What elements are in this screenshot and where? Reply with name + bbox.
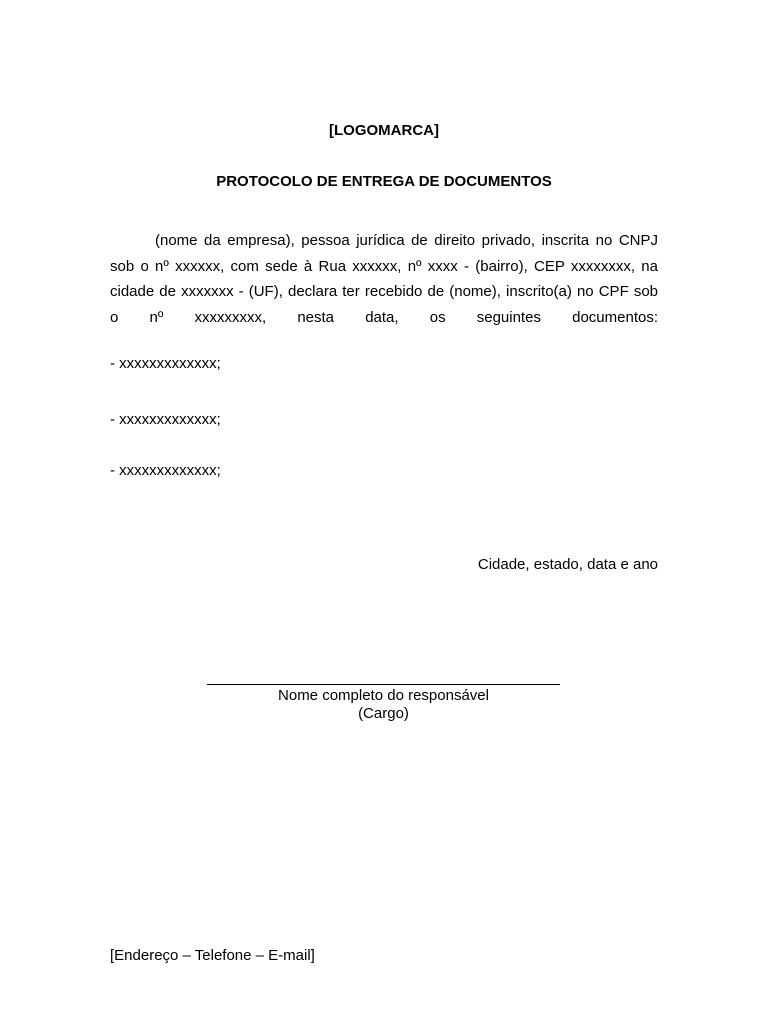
document-list-item: - xxxxxxxxxxxxx;	[110, 411, 221, 428]
signatory-role: (Cargo)	[358, 705, 409, 722]
logo-placeholder: [LOGOMARCA]	[329, 122, 439, 139]
signature-line	[207, 684, 560, 685]
signatory-name: Nome completo do responsável	[278, 687, 489, 704]
body-paragraph: (nome da empresa), pessoa jurídica de direito privado, inscrita no CNPJ sob o nº xxxxxx, com sede à Rua xxxxxx, nº xxxx - (bairro), CEP xxxxxxxx, na cidade de xxxxxxx - (UF), declara ter recebido de (nome), inscrito(a) no CPF sob o nº xxxxxxxxx, nesta data, os seguintes documentos:	[110, 232, 658, 326]
footer-contact: [Endereço – Telefone – E-mail]	[110, 947, 315, 964]
document-list-item: - xxxxxxxxxxxxx;	[110, 462, 221, 479]
place-date-line: Cidade, estado, data e ano	[477, 556, 658, 573]
document-list-item: - xxxxxxxxxxxxx;	[110, 355, 221, 372]
document-title: PROTOCOLO DE ENTREGA DE DOCUMENTOS	[216, 173, 552, 190]
